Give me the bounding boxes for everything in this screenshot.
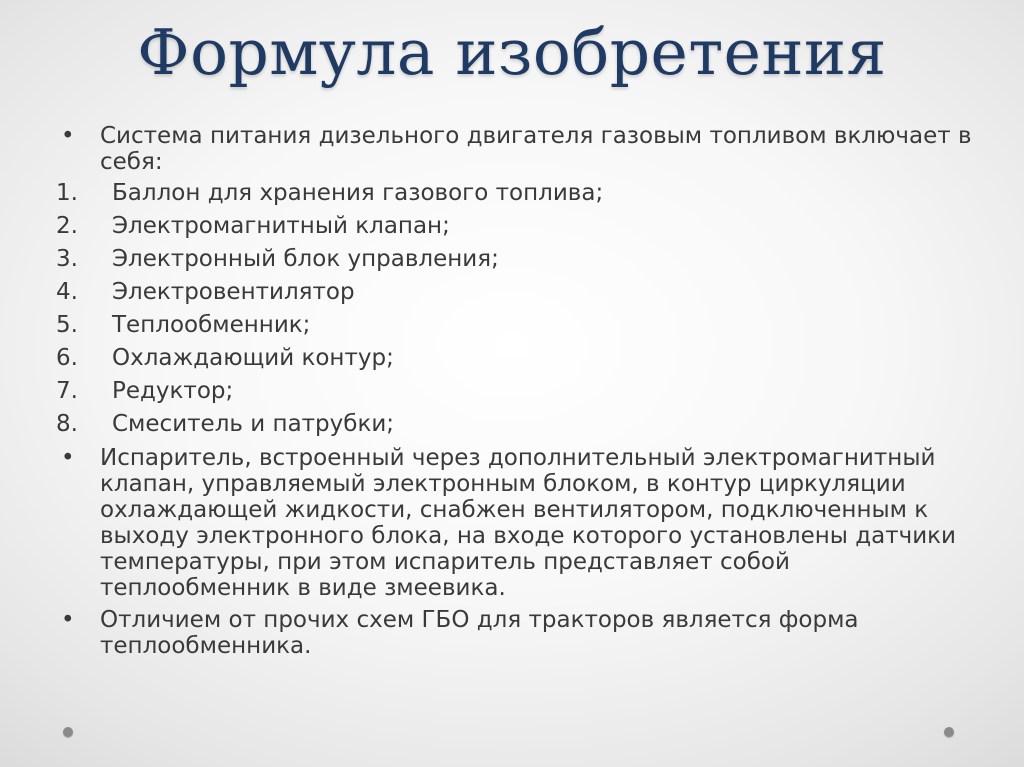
number-marker: 4. <box>56 279 78 305</box>
list-item-5 <box>56 309 976 342</box>
number-marker: 3. <box>56 246 78 272</box>
list-item-7 <box>56 375 976 408</box>
list-item-text: Испаритель, встроенный через дополнительный электромагнитный клапан, управляемый электронным блоком, в контур циркуляции охлаждающей жидкости, снабжен вентилятором, подключенным к выходу электронного блока, на входе которого установлены датчики температуры, при этом испаритель представляет собой теплообменник в виде змеевика. <box>100 445 956 601</box>
list-item-4 <box>56 276 976 309</box>
list-item-3 <box>56 243 976 276</box>
number-marker: 1. <box>56 180 78 206</box>
list-item-text: Смеситель и патрубки; <box>112 411 395 437</box>
list-item-text: Редуктор; <box>112 378 234 404</box>
list-item-intro <box>56 119 976 177</box>
number-marker: 8. <box>56 411 78 437</box>
number-marker: 5. <box>56 312 78 338</box>
list-item-text: Баллон для хранения газового топлива; <box>112 180 604 206</box>
list-item-text: Электронный блок управления; <box>112 246 499 272</box>
bullet-marker: • <box>61 607 75 633</box>
list-item-text: Электровентилятор <box>112 279 355 305</box>
list-item-text: Отличием от прочих схем ГБО для тракторов является форма теплообменника. <box>100 607 859 659</box>
slide-title: Формула изобретения <box>137 16 887 89</box>
list-item-distinction <box>56 603 976 661</box>
bullet-marker: • <box>61 445 75 471</box>
number-marker: 7. <box>56 378 78 404</box>
list-item-6 <box>56 342 976 375</box>
bullet-marker: • <box>61 123 75 149</box>
corner-dot-left <box>63 727 73 737</box>
list-item-text: Электромагнитный клапан; <box>112 213 450 239</box>
corner-dot-right <box>944 727 954 737</box>
number-marker: 6. <box>56 345 78 371</box>
list-item-1 <box>56 177 976 210</box>
slide-body <box>56 119 976 661</box>
number-marker: 2. <box>56 213 78 239</box>
list-item-text: Система питания дизельного двигателя газовым топливом включает в себя: <box>100 123 972 175</box>
list-item-text: Охлаждающий контур; <box>112 345 394 371</box>
list-item-evaporator <box>56 441 976 603</box>
list-item-2 <box>56 210 976 243</box>
list-item-8 <box>56 408 976 441</box>
list-item-text: Теплообменник; <box>112 312 311 338</box>
